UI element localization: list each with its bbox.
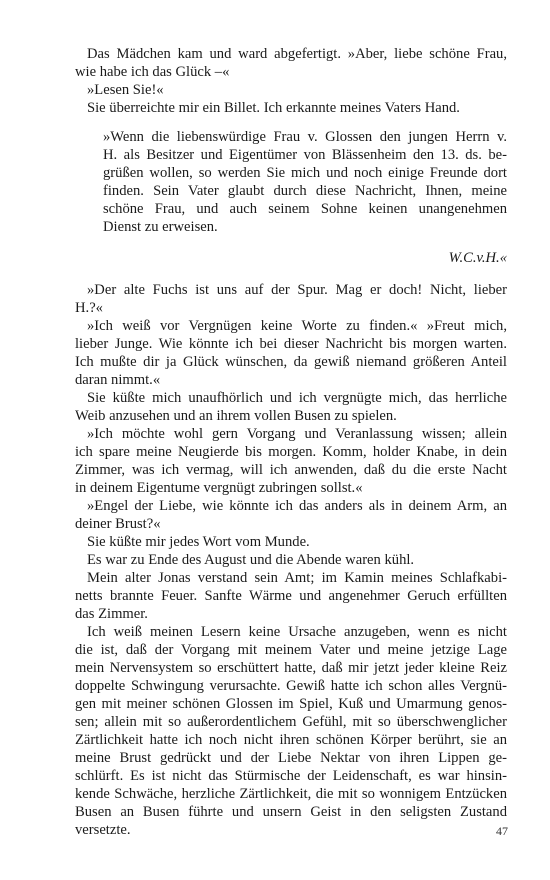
- text-line: Sie küßte mich unaufhörlich und ich vergnügte mich, das herrliche: [87, 390, 507, 406]
- text-line: Dienst zu erweisen.: [103, 219, 218, 235]
- text-line: daran nimmt.«: [75, 372, 161, 388]
- text-line: Zimmer, was ich vermag, will ich anwenden, daß du die erste Nacht: [75, 462, 507, 478]
- text-line: »Ich weiß vor Vergnügen keine Worte zu finden.« »Freut mich,: [87, 318, 507, 334]
- text-line: meine Brust gedrückt und der Liebe Nektar von ihren Lippen ge-: [75, 750, 507, 766]
- text-line: »Lesen Sie!«: [87, 82, 164, 98]
- text-line: Busen an Busen führte und unsern Geist in den seligsten Zustand: [75, 804, 507, 820]
- section-gap: [75, 267, 507, 281]
- page-body: [75, 45, 507, 839]
- text-line: Es war zu Ende des August und die Abende waren kühl.: [87, 552, 415, 568]
- text-line: ich spare meine Neugierde bis morgen. Komm, holder Knabe, in dein: [75, 444, 507, 460]
- text-line: das Zimmer.: [75, 606, 148, 622]
- paragraphs-before: [75, 45, 507, 117]
- text-line: »Ich möchte wohl gern Vorgang und Veranlassung wissen; allein: [87, 426, 507, 442]
- text-line: »Engel der Liebe, wie könnte ich das anders als in deinem Arm, an: [87, 498, 507, 514]
- text-line: Zärtlichkeit hatte ich noch nicht ihren schönen Körper berührt, sie an: [75, 732, 507, 748]
- letter-signature: W.C.v.H.«: [448, 250, 507, 266]
- text-line: »Wenn die liebenswürdige Frau v. Glossen den jungen Herrn v.: [103, 129, 507, 145]
- text-line: versetzte.: [75, 822, 131, 838]
- text-line: die ist, daß der Vorgang mit meinem Vater und meine jetzige Lage: [75, 642, 507, 658]
- text-line: gen mit meiner schönen Glossen im Spiel, Kuß und Umarmung genos-: [75, 696, 507, 712]
- text-line: Mein alter Jonas verstand sein Amt; im Kamin meines Schlafkabi-: [87, 570, 507, 586]
- text-line: lieber Junge. Wie könnte ich bei dieser Nachricht bis morgen warten.: [75, 336, 507, 352]
- text-line: »Der alte Fuchs ist uns auf der Spur. Mag er doch! Nicht, lieber: [87, 282, 507, 298]
- text-line: Ich mußte dir ja Glück wünschen, da gewiß niemand größeren Anteil: [75, 354, 507, 370]
- text-line: schöne Frau, und auch seinem Sohne keinen unangenehmen: [103, 201, 507, 217]
- text-line: in deinem Eigentume vergnügt zubringen sollst.«: [75, 480, 363, 496]
- text-line: Das Mädchen kam und ward abgefertigt. »Aber, liebe schöne Frau,: [87, 46, 507, 62]
- paragraphs-after: [75, 281, 507, 839]
- text-line: grüßen wollen, so werden Sie mich und noch einige Freunde dort: [103, 165, 507, 181]
- text-line: kende Schwäche, herzliche Zärtlichkeit, die mit so wonnigem Entzücken: [75, 786, 507, 802]
- letter-quote: [103, 128, 507, 236]
- text-line: Ich weiß meinen Lesern keine Ursache anzugeben, wenn es nicht: [87, 624, 507, 640]
- text-line: H.?«: [75, 300, 103, 316]
- text-line: deiner Brust?«: [75, 516, 161, 532]
- text-line: netts brannte Feuer. Sanfte Wärme und angenehmer Geruch erfüllten: [75, 588, 507, 604]
- text-line: Weib anzusehen und an ihrem vollen Busen zu spielen.: [75, 408, 397, 424]
- text-line: sen; allein mit so außerordentlichem Gefühl, mit so überschwenglicher: [75, 714, 507, 730]
- text-line: finden. Sein Vater glaubt durch diese Nachricht, Ihnen, meine: [103, 183, 507, 199]
- text-line: doppelte Schwingung verursachte. Gewiß hatte ich schon alles Vergnü-: [75, 678, 507, 694]
- text-line: Sie küßte mir jedes Wort vom Munde.: [87, 534, 310, 550]
- text-line: Sie überreichte mir ein Billet. Ich erkannte meines Vaters Hand.: [87, 100, 460, 116]
- text-line: wie habe ich das Glück –«: [75, 64, 230, 80]
- text-line: mein Nervensystem so erschüttert hatte, daß mir jetzt jeder kleine Reiz: [75, 660, 507, 676]
- text-line: H. als Besitzer und Eigentümer von Blässenheim den 13. ds. be-: [103, 147, 507, 163]
- page-number: 47: [496, 824, 508, 838]
- text-line: schlürft. Es ist nicht das Stürmische der Leidenschaft, es war hinsin-: [75, 768, 507, 784]
